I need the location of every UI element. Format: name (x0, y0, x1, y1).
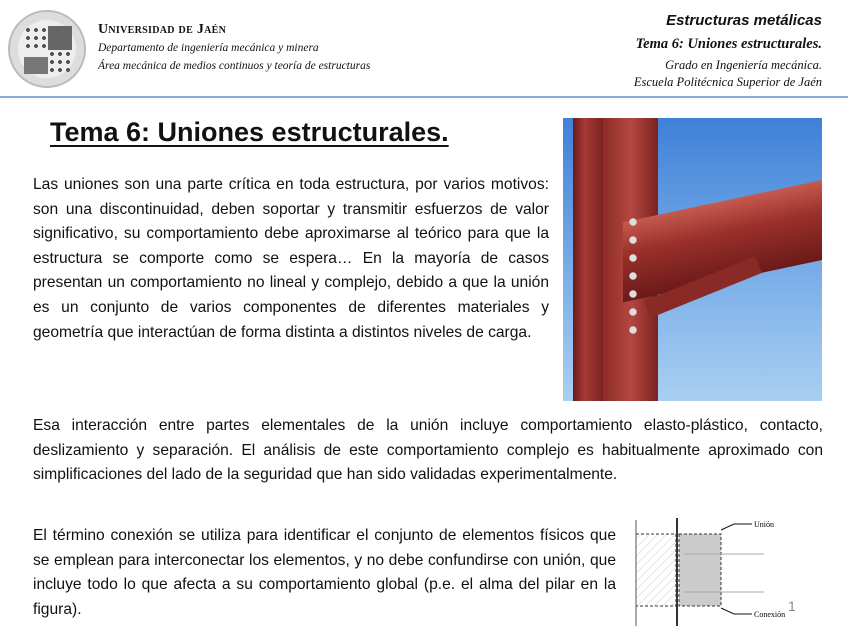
union-label: Unión (754, 520, 774, 529)
photo-bolts (629, 213, 637, 343)
page-number: 1 (788, 598, 796, 614)
degree-name: Grado en Ingeniería mecánica. (665, 58, 822, 72)
topic-name: Tema 6: Uniones estructurales. (635, 36, 822, 52)
school-name: Escuela Politécnica Superior de Jaén (633, 75, 822, 89)
logo-quadrant (24, 26, 48, 50)
paragraph-3: El término conexión se utiliza para identificar el conjunto de elementos físicos que se emplean para interconectar los elementos, y no debe confundirse con unión, que incluye todo lo que afecta a su comportamiento global (p.e. el alma del pilar en la figura). (33, 527, 616, 618)
area-name: Área mecánica de medios continuos y teoría de estructuras (98, 60, 371, 72)
university-name: Universidad de Jaén (98, 22, 227, 37)
steel-connection-photo (563, 118, 822, 401)
paragraph-1: Las uniones son una parte crítica en toda estructura, por varios motivos: son una discontinuidad, deben soportar y transmitir esfuerzos de valor significativo, su comportamiento debe aproximarse al teórico para que la estructura se comporte como se espera… En la mayoría de casos presentan un comportamiento no lineal y complejo, debido a que la unión es un conjunto de varios componentes de diferentes materiales y geometría que interactúan de forma distinta a distintos niveles de carga. (33, 176, 549, 341)
department-name: Departamento de ingeniería mecánica y minera (98, 42, 319, 54)
header-divider (0, 96, 848, 98)
logo-quadrant (48, 26, 72, 50)
university-logo (8, 10, 86, 88)
connection-label: Conexión (754, 610, 786, 619)
logo-quadrant (48, 50, 72, 74)
paragraph-2: Esa interacción entre partes elementales de la unión incluye comportamiento elasto-plástico, contacto, deslizamiento y separación. El análisis de este comportamiento complejo es habitualmente aproximado con simplificaciones del lado de la seguridad que han sido validadas experimentalmente. (33, 417, 823, 484)
logo-quadrant (24, 50, 48, 74)
photo-column (573, 118, 603, 401)
slide-title: Tema 6: Uniones estructurales. (50, 117, 449, 147)
connection-diagram (624, 500, 794, 630)
course-name: Estructuras metálicas (666, 12, 822, 29)
